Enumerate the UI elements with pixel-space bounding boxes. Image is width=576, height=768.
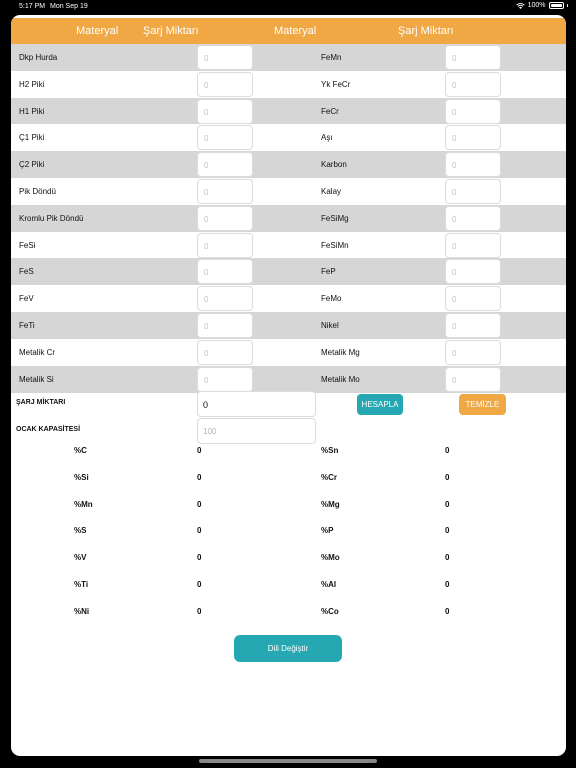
status-date: Mon Sep 19	[50, 3, 88, 10]
wifi-icon	[516, 3, 525, 9]
material-amount-input[interactable]: 0	[445, 367, 501, 392]
material-label: Nikel	[321, 321, 339, 330]
material-label: Ç2 Piki	[19, 160, 45, 170]
result-label: %Cr	[321, 472, 338, 482]
result-label: %C	[74, 446, 87, 455]
material-label: FeSiMn	[321, 240, 349, 250]
status-bar	[0, 0, 576, 14]
capacity-field[interactable]: 100	[197, 418, 316, 444]
material-label: FeP	[321, 267, 336, 277]
material-label: Pik Döndü	[19, 187, 56, 196]
material-amount-input[interactable]: 0	[445, 72, 501, 97]
header-charge-1: Şarj Miktarı	[143, 25, 199, 37]
material-row	[11, 44, 566, 71]
result-value: 0	[445, 580, 450, 589]
result-label: %Si	[74, 472, 89, 482]
material-row	[11, 151, 566, 178]
status-time: 5:17 PM	[19, 3, 46, 10]
material-row	[11, 366, 566, 393]
material-row	[11, 339, 566, 366]
header-material-2: Materyal	[274, 25, 317, 37]
main-card	[11, 15, 566, 756]
material-amount-input[interactable]: 0	[445, 152, 501, 177]
material-label: FeTi	[19, 321, 35, 330]
result-label: %Sn	[321, 446, 339, 455]
result-label: %Mg	[321, 499, 340, 509]
material-label: Aşı	[321, 133, 333, 143]
result-value: 0	[197, 472, 202, 482]
material-label: FeMn	[321, 53, 342, 62]
header-charge-2: Şarj Miktarı	[398, 25, 454, 37]
result-value: 0	[197, 499, 202, 509]
material-amount-input[interactable]: 0	[197, 45, 253, 70]
material-label: FeMo	[321, 294, 342, 304]
material-amount-input[interactable]: 0	[445, 206, 501, 231]
result-label: %Co	[321, 606, 339, 616]
result-value: 0	[197, 446, 202, 455]
result-value: 0	[197, 580, 202, 589]
material-label: Yk FeCr	[321, 79, 351, 89]
material-row	[11, 71, 566, 98]
charge-label: ŞARJ MİKTARI	[16, 399, 66, 406]
material-amount-input[interactable]: 0	[197, 72, 253, 97]
table-header	[11, 18, 566, 44]
result-value: 0	[445, 526, 450, 536]
material-label: FeSiMg	[321, 213, 349, 223]
result-value: 0	[445, 553, 450, 563]
material-amount-input[interactable]: 0	[197, 179, 253, 204]
material-amount-input[interactable]: 0	[445, 99, 501, 124]
material-amount-input[interactable]: 0	[197, 152, 253, 177]
material-row	[11, 178, 566, 205]
material-label: FeCr	[321, 106, 339, 116]
result-value: 0	[197, 606, 202, 616]
change-language-button[interactable]: Dili Değiştir	[234, 635, 342, 662]
material-amount-input[interactable]: 0	[445, 179, 501, 204]
result-label: %V	[74, 553, 87, 563]
result-label: %Mn	[74, 499, 93, 509]
material-label: Kromlu Pik Döndü	[19, 213, 84, 223]
material-row	[11, 98, 566, 125]
result-value: 0	[445, 499, 450, 509]
result-value: 0	[445, 446, 450, 455]
capacity-label: OCAK KAPASİTESİ	[16, 426, 81, 433]
material-label: Kalay	[321, 187, 342, 196]
material-label: Karbon	[321, 160, 347, 170]
battery-icon	[549, 2, 564, 9]
home-indicator	[199, 759, 377, 763]
material-row	[11, 205, 566, 232]
result-value: 0	[445, 606, 450, 616]
material-amount-input[interactable]: 0	[445, 233, 501, 258]
material-label: H2 Piki	[19, 79, 45, 89]
material-amount-input[interactable]: 0	[197, 259, 253, 284]
material-amount-input[interactable]: 0	[197, 206, 253, 231]
material-amount-input[interactable]: 0	[445, 313, 501, 338]
result-label: %Al	[321, 580, 337, 589]
material-amount-input[interactable]: 0	[197, 125, 253, 150]
material-row	[11, 312, 566, 339]
material-amount-input[interactable]: 0	[445, 259, 501, 284]
result-value: 0	[445, 472, 450, 482]
material-label: Metalik Cr	[19, 347, 56, 357]
calculate-button[interactable]: HESAPLA	[357, 394, 403, 415]
material-label: Metalik Mg	[321, 347, 360, 357]
material-amount-input[interactable]: 0	[445, 45, 501, 70]
material-amount-input[interactable]: 0	[197, 99, 253, 124]
material-amount-input[interactable]: 0	[197, 286, 253, 311]
material-amount-input[interactable]: 0	[197, 313, 253, 338]
charge-field[interactable]: 0	[197, 391, 316, 417]
material-label: Metalik Si	[19, 374, 54, 384]
battery-tip	[567, 4, 569, 7]
header-material-1: Materyal	[76, 25, 119, 37]
result-label: %Ni	[74, 606, 90, 616]
battery-percent: 100%	[527, 2, 546, 9]
material-amount-input[interactable]: 0	[445, 340, 501, 365]
material-label: H1 Piki	[19, 106, 45, 116]
material-label: FeSi	[19, 240, 36, 250]
material-row	[11, 258, 566, 285]
material-amount-input[interactable]: 0	[197, 233, 253, 258]
material-amount-input[interactable]: 0	[445, 286, 501, 311]
result-value: 0	[197, 526, 202, 536]
result-value: 0	[197, 553, 202, 563]
material-label: Ç1 Piki	[19, 133, 45, 143]
material-row	[11, 124, 566, 151]
result-label: %S	[74, 526, 87, 536]
material-label: Dkp Hurda	[19, 53, 58, 62]
material-amount-input[interactable]: 0	[197, 340, 253, 365]
material-label: FeV	[19, 294, 34, 304]
result-label: %Mo	[321, 553, 340, 563]
material-amount-input[interactable]: 0	[197, 367, 253, 392]
result-label: %Ti	[74, 580, 89, 589]
material-amount-input[interactable]: 0	[445, 125, 501, 150]
result-label: %P	[321, 526, 334, 536]
material-row	[11, 285, 566, 312]
clear-button[interactable]: TEMİZLE	[459, 394, 506, 415]
material-label: Metalik Mo	[321, 374, 360, 384]
status-right	[516, 2, 568, 9]
material-label: FeS	[19, 267, 34, 277]
material-row	[11, 232, 566, 259]
